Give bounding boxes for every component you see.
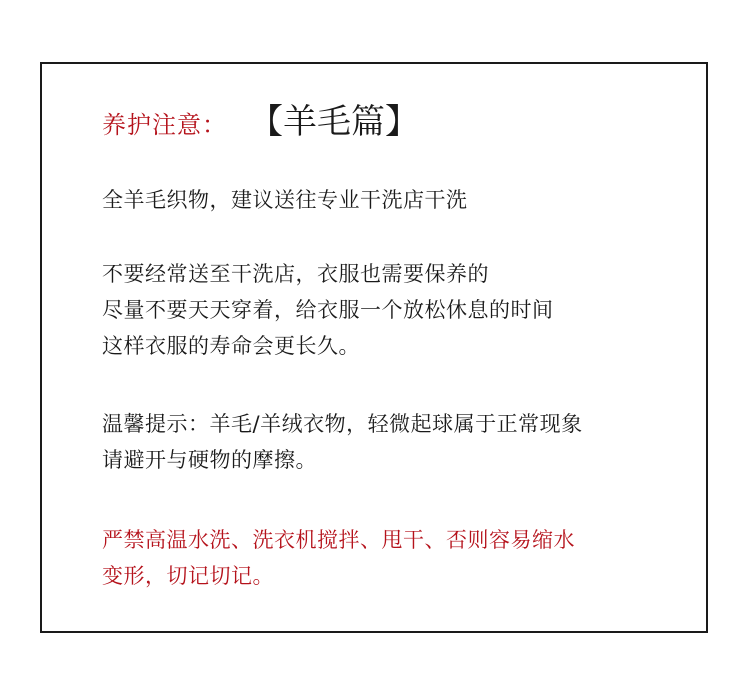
care-notice-label: 养护注意：	[102, 111, 227, 139]
text-line: 请避开与硬物的摩擦。	[102, 448, 317, 472]
warning-line: 严禁高温水洗、洗衣机搅拌、甩干、否则容易缩水	[102, 528, 575, 552]
dry-clean-paragraph	[102, 182, 468, 218]
text-line: 尽量不要天天穿着，给衣服一个放松休息的时间	[102, 298, 554, 322]
warning-line: 变形，切记切记。	[102, 564, 274, 588]
title-row	[102, 94, 419, 143]
warning-paragraph	[102, 522, 575, 594]
text-line: 全羊毛织物，建议送往专业干洗店干洗	[102, 188, 468, 212]
text-line: 温馨提示：羊毛/羊绒衣物，轻微起球属于正常现象	[102, 412, 583, 436]
text-line: 不要经常送至干洗店，衣服也需要保养的	[102, 262, 489, 286]
care-instructions-card	[40, 62, 708, 633]
wool-section-title: 【羊毛篇】	[249, 102, 419, 142]
maintenance-paragraph	[102, 256, 554, 364]
text-line: 这样衣服的寿命会更长久。	[102, 334, 360, 358]
tip-paragraph	[102, 406, 583, 478]
